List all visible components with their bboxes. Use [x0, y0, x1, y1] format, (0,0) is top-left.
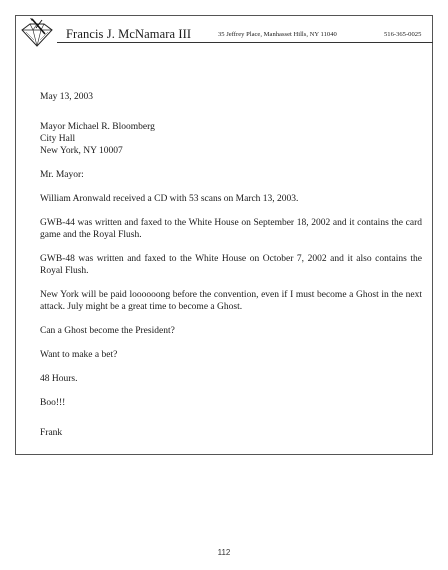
paragraph: Boo!!! — [40, 398, 66, 408]
salutation: Mr. Mayor: — [40, 170, 84, 180]
recipient-line: New York, NY 10007 — [40, 146, 123, 156]
letter-body — [40, 91, 422, 439]
diamond-pen-logo-icon — [18, 18, 56, 48]
letterhead-phone: 516-365-0025 — [384, 31, 422, 38]
signature: Frank — [40, 428, 63, 438]
letterhead-name: Francis J. McNamara III — [66, 27, 192, 41]
letterhead-rule — [57, 42, 433, 43]
paragraph: Want to make a bet? — [40, 350, 118, 360]
paragraph: GWB-44 was written and faxed to the White House on September 18, 2002 and it contains the card game and the Royal Flush. — [40, 218, 422, 240]
paragraph: New York will be paid loooooong before the convention, even if I must become a Ghost in the next attack. July might be a great time to become a Ghost. — [40, 290, 422, 312]
letter-date: May 13, 2003 — [40, 92, 94, 102]
page-number: 112 — [217, 548, 231, 557]
paragraph: 48 Hours. — [40, 374, 78, 384]
letterhead-address: 35 Jeffrey Place, Manhasset Hills, NY 11040 — [218, 31, 337, 38]
recipient-line: Mayor Michael R. Bloomberg — [40, 122, 155, 132]
paragraph: Can a Ghost become the President? — [40, 326, 175, 336]
paragraph: William Aronwald received a CD with 53 scans on March 13, 2003. — [40, 194, 299, 204]
recipient-line: City Hall — [40, 134, 76, 144]
paragraph: GWB-48 was written and faxed to the White House on October 7, 2002 and it also contains the Royal Flush. — [40, 254, 422, 276]
